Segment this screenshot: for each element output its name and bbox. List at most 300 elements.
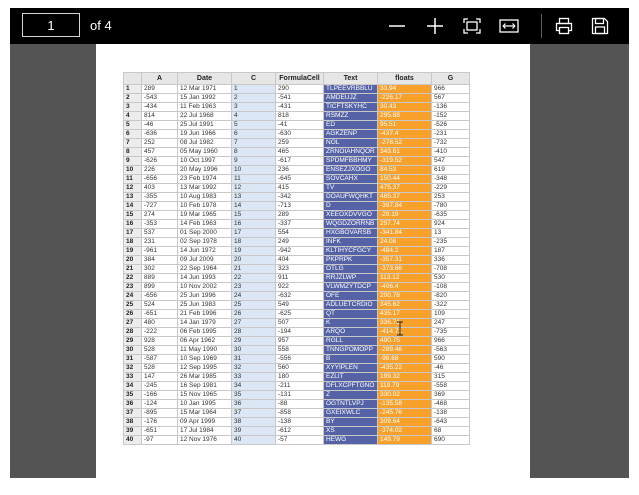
table-row	[124, 175, 470, 184]
table-cell: -434	[142, 103, 178, 112]
table-row	[124, 130, 470, 139]
table-cell: -630	[276, 130, 324, 139]
table-cell: 1	[232, 85, 276, 94]
table-cell: 200.78	[378, 292, 432, 301]
table-row	[124, 247, 470, 256]
table-cell: 149.79	[378, 436, 432, 445]
table-row	[124, 274, 470, 283]
table-cell: 554	[276, 229, 324, 238]
table-cell: 02 Sep 1978	[178, 238, 232, 247]
table-cell: TICFTSKYHC	[324, 103, 378, 112]
table-cell: 14 Feb 1963	[178, 220, 232, 229]
table-cell: -374.02	[378, 427, 432, 436]
table-cell: 11 May 1990	[178, 346, 232, 355]
table-cell: -211	[276, 382, 324, 391]
table-cell: -626	[142, 157, 178, 166]
table-cell: K	[324, 319, 378, 328]
row-header: 35	[124, 391, 142, 400]
row-header: 7	[124, 139, 142, 148]
table-cell: 558	[276, 346, 324, 355]
table-body	[124, 85, 470, 445]
row-header: 40	[124, 436, 142, 445]
table-cell: 25 Jun 1983	[178, 301, 232, 310]
table-cell: 818	[276, 112, 324, 121]
table-cell: 590	[432, 355, 470, 364]
table-cell: 14 Jun 1972	[178, 247, 232, 256]
table-cell: 289	[142, 85, 178, 94]
row-header: 24	[124, 292, 142, 301]
table-cell: 25 Jul 1991	[178, 121, 232, 130]
table-cell: ENSEZJXOGO	[324, 166, 378, 175]
table-cell: GXEIXWLC	[324, 409, 378, 418]
table-cell: 928	[142, 337, 178, 346]
table-cell: -135.58	[378, 400, 432, 409]
row-header: 15	[124, 211, 142, 220]
table-cell: -322	[432, 301, 470, 310]
table-cell: TV	[324, 184, 378, 193]
table-cell: 247	[432, 319, 470, 328]
table-cell: QT	[324, 310, 378, 319]
table-cell: -124	[142, 400, 178, 409]
table-cell: DOAUFWQHKT	[324, 193, 378, 202]
table-cell: -651	[142, 310, 178, 319]
table-cell: 25 Jun 1996	[178, 292, 232, 301]
table-cell: 528	[142, 364, 178, 373]
table-cell: 26	[232, 310, 276, 319]
fit-page-button[interactable]	[459, 14, 485, 38]
table-cell: 23 Feb 1974	[178, 175, 232, 184]
page-number-input[interactable]	[22, 13, 80, 37]
table-row	[124, 436, 470, 445]
row-header: 36	[124, 400, 142, 409]
table-row	[124, 283, 470, 292]
table-row	[124, 373, 470, 382]
table-cell: 30.43	[378, 103, 432, 112]
table-cell: -942	[276, 247, 324, 256]
table-cell: -337	[276, 220, 324, 229]
table-cell: 147	[142, 373, 178, 382]
row-header: 29	[124, 337, 142, 346]
table-cell: ADLUETCRDIO	[324, 301, 378, 310]
table-row	[124, 346, 470, 355]
row-header: 19	[124, 247, 142, 256]
table-cell: -176	[142, 418, 178, 427]
table-cell: 19 Jun 1966	[178, 130, 232, 139]
table-cell: -858	[276, 409, 324, 418]
table-cell: 889	[142, 274, 178, 283]
table-cell: 465.37	[378, 193, 432, 202]
row-header: 21	[124, 265, 142, 274]
table-cell: -131	[276, 391, 324, 400]
table-cell: 274	[142, 211, 178, 220]
spreadsheet-table	[123, 72, 470, 445]
table-cell: 10	[232, 166, 276, 175]
table-cell: 6	[232, 130, 276, 139]
table-cell: 330.02	[378, 391, 432, 400]
table-cell: ED	[324, 121, 378, 130]
column-header: C	[232, 73, 276, 85]
table-cell: ARQO	[324, 328, 378, 337]
table-cell: -437.4	[378, 130, 432, 139]
table-cell: 537	[142, 229, 178, 238]
zoom-out-icon	[388, 17, 406, 35]
table-row	[124, 382, 470, 391]
table-cell: 4	[232, 112, 276, 121]
table-row	[124, 301, 470, 310]
table-cell: 15 Jan 1992	[178, 94, 232, 103]
row-header: 25	[124, 301, 142, 310]
table-cell: -29.19	[378, 211, 432, 220]
table-cell: KLTIHYCFGCY	[324, 247, 378, 256]
row-header: 32	[124, 364, 142, 373]
save-icon	[591, 17, 609, 35]
table-cell: -319.52	[378, 157, 432, 166]
table-row	[124, 202, 470, 211]
table-row	[124, 193, 470, 202]
table-cell: -895	[142, 409, 178, 418]
table-cell: -57	[276, 436, 324, 445]
table-cell: 40	[232, 436, 276, 445]
table-row	[124, 94, 470, 103]
table-cell: 15 Nov 1965	[178, 391, 232, 400]
table-cell: 14	[232, 202, 276, 211]
table-cell: 10 Aug 1983	[178, 193, 232, 202]
table-cell: -708	[432, 265, 470, 274]
page-count-label: of 4	[90, 18, 112, 33]
table-cell: 403	[142, 184, 178, 193]
table-cell: 12 Sep 1995	[178, 364, 232, 373]
table-row	[124, 211, 470, 220]
corner-header	[124, 73, 142, 85]
table-row	[124, 220, 470, 229]
zoom-in-button[interactable]	[422, 14, 448, 38]
table-cell: 68	[432, 427, 470, 436]
table-cell: -229	[432, 184, 470, 193]
table-row	[124, 400, 470, 409]
table-cell: 966	[432, 85, 470, 94]
table-cell: 9	[232, 157, 276, 166]
table-cell: 384	[142, 256, 178, 265]
table-cell: -541	[276, 94, 324, 103]
table-row	[124, 121, 470, 130]
table-cell: 08 Jul 1982	[178, 139, 232, 148]
table-cell: 507	[276, 319, 324, 328]
table-row	[124, 409, 470, 418]
table-cell: XYYIPLEN	[324, 364, 378, 373]
table-cell: 22 Jul 1968	[178, 112, 232, 121]
row-header: 8	[124, 148, 142, 157]
column-header: G	[432, 73, 470, 85]
table-cell: 249	[276, 238, 324, 247]
table-row	[124, 337, 470, 346]
table-cell: Z	[324, 391, 378, 400]
table-cell: 297.74	[378, 220, 432, 229]
table-cell: -656	[142, 175, 178, 184]
table-row	[124, 319, 470, 328]
table-row	[124, 364, 470, 373]
table-cell: -625	[276, 310, 324, 319]
table-cell: 33.94	[378, 85, 432, 94]
table-cell: 8	[232, 148, 276, 157]
table-cell: -341.84	[378, 229, 432, 238]
table-cell: 06 Apr 1962	[178, 337, 232, 346]
table-cell: 226	[142, 166, 178, 175]
table-cell: -348	[432, 175, 470, 184]
table-cell: RSMZZ	[324, 112, 378, 121]
table-cell: 187	[432, 247, 470, 256]
table-cell: 06 Feb 1995	[178, 328, 232, 337]
table-cell: -612	[276, 427, 324, 436]
table-cell: -97	[142, 436, 178, 445]
row-header: 26	[124, 310, 142, 319]
table-cell: -632	[276, 292, 324, 301]
table-cell: 11	[232, 175, 276, 184]
row-header: 13	[124, 193, 142, 202]
table-cell: 95.51	[378, 121, 432, 130]
table-cell: 21	[232, 265, 276, 274]
table-cell: 12 Nov 1976	[178, 436, 232, 445]
row-header: 18	[124, 238, 142, 247]
table-cell: B	[324, 355, 378, 364]
table-cell: 524	[142, 301, 178, 310]
table-cell: -526	[432, 121, 470, 130]
table-cell: -431	[276, 103, 324, 112]
table-cell: 549	[276, 301, 324, 310]
table-cell: -414.71	[378, 328, 432, 337]
table-cell: 12	[232, 184, 276, 193]
table-cell: 480	[142, 319, 178, 328]
table-cell: 150.44	[378, 175, 432, 184]
table-row	[124, 103, 470, 112]
table-cell: 465	[276, 148, 324, 157]
row-header: 17	[124, 229, 142, 238]
table-cell: 289	[276, 211, 324, 220]
table-row	[124, 85, 470, 94]
table-cell: -245.76	[378, 409, 432, 418]
table-cell: 01 Sep 2000	[178, 229, 232, 238]
table-cell: -435.22	[378, 364, 432, 373]
table-cell: 567	[432, 94, 470, 103]
table-row	[124, 148, 470, 157]
table-cell: 11 Feb 1963	[178, 103, 232, 112]
table-cell: 252	[142, 139, 178, 148]
print-button[interactable]	[551, 14, 577, 38]
pdf-viewer-window	[10, 8, 629, 478]
table-cell: 336	[432, 256, 470, 265]
table-row	[124, 256, 470, 265]
table-cell: 911	[276, 274, 324, 283]
table-cell: -484.2	[378, 247, 432, 256]
toolbar-separator	[541, 14, 542, 38]
table-cell: -732	[432, 139, 470, 148]
table-cell: -231	[432, 130, 470, 139]
row-header: 2	[124, 94, 142, 103]
table-cell: PKPRPK	[324, 256, 378, 265]
table-cell: 27	[232, 319, 276, 328]
table-cell: 15	[232, 211, 276, 220]
table-cell: 34	[232, 382, 276, 391]
row-header: 6	[124, 130, 142, 139]
row-header: 31	[124, 355, 142, 364]
table-cell: -643	[432, 418, 470, 427]
table-cell: 35	[232, 391, 276, 400]
pdf-page	[96, 44, 530, 478]
row-header: 27	[124, 319, 142, 328]
table-cell: 33	[232, 373, 276, 382]
save-button[interactable]	[587, 14, 613, 38]
table-cell: AGKZENP	[324, 130, 378, 139]
table-cell: NOL	[324, 139, 378, 148]
table-cell: -98.68	[378, 355, 432, 364]
table-cell: RRJZLWP	[324, 274, 378, 283]
table-cell: 457	[142, 148, 178, 157]
table-cell: 19	[232, 247, 276, 256]
table-row	[124, 139, 470, 148]
document-viewport[interactable]	[10, 44, 629, 478]
table-row	[124, 157, 470, 166]
row-header: 14	[124, 202, 142, 211]
table-row	[124, 184, 470, 193]
table-cell: BY	[324, 418, 378, 427]
table-cell: -651	[142, 427, 178, 436]
table-cell: ZRNOIAHNQOR	[324, 148, 378, 157]
fit-width-icon	[499, 18, 519, 34]
table-cell: 15 Mar 1964	[178, 409, 232, 418]
table-cell: 12 Mar 1971	[178, 85, 232, 94]
table-cell: 309.64	[378, 418, 432, 427]
table-cell: 19 Mar 1965	[178, 211, 232, 220]
table-cell: HXGBOVARSB	[324, 229, 378, 238]
table-row	[124, 229, 470, 238]
table-cell: 530	[432, 274, 470, 283]
table-cell: HEWG	[324, 436, 378, 445]
table-cell: 109	[432, 310, 470, 319]
table-cell: -617	[276, 157, 324, 166]
table-cell: 3	[232, 103, 276, 112]
table-cell: -289.46	[378, 346, 432, 355]
table-cell: 20 May 1996	[178, 166, 232, 175]
table-cell: DFLXCPFTGNO	[324, 382, 378, 391]
table-cell: -406.4	[378, 283, 432, 292]
table-cell: 490.75	[378, 337, 432, 346]
table-cell: -46	[432, 364, 470, 373]
table-cell: 29	[232, 337, 276, 346]
table-cell: 30	[232, 346, 276, 355]
table-cell: 84.53	[378, 166, 432, 175]
table-cell: -636	[142, 130, 178, 139]
table-cell: 369	[432, 391, 470, 400]
table-row	[124, 427, 470, 436]
row-header: 39	[124, 427, 142, 436]
table-cell: -222	[142, 328, 178, 337]
column-header: floats	[378, 73, 432, 85]
column-header: FormulaCell	[276, 73, 324, 85]
table-cell: VLWMZYTDCP	[324, 283, 378, 292]
table-cell: 09 Apr 1999	[178, 418, 232, 427]
table-cell: 113.12	[378, 274, 432, 283]
table-cell: 10 Feb 1978	[178, 202, 232, 211]
row-header: 30	[124, 346, 142, 355]
table-cell: 5	[232, 121, 276, 130]
table-cell: 475.37	[378, 184, 432, 193]
table-cell: 323	[276, 265, 324, 274]
fit-width-button[interactable]	[496, 14, 522, 38]
table-cell: 17	[232, 229, 276, 238]
zoom-in-icon	[426, 17, 444, 35]
table-cell: 560	[276, 364, 324, 373]
table-cell: 336.71	[378, 319, 432, 328]
table-cell: 22 Sep 1964	[178, 265, 232, 274]
table-cell: 24.08	[378, 238, 432, 247]
table-cell: -373.66	[378, 265, 432, 274]
table-cell: SPDMFBBHMY	[324, 157, 378, 166]
table-cell: 7	[232, 139, 276, 148]
table-cell: 343.61	[378, 148, 432, 157]
table-cell: -820	[432, 292, 470, 301]
table-cell: 547	[432, 157, 470, 166]
table-cell: TNNGPOMOPP	[324, 346, 378, 355]
table-cell: 295.88	[378, 112, 432, 121]
table-cell: -543	[142, 94, 178, 103]
table-cell: -397.84	[378, 202, 432, 211]
table-cell: 13 Mar 1992	[178, 184, 232, 193]
table-cell: 899	[142, 283, 178, 292]
table-cell: 528	[142, 346, 178, 355]
table-row	[124, 310, 470, 319]
table-cell: 10 Sep 1969	[178, 355, 232, 364]
table-cell: AMDEUJZ	[324, 94, 378, 103]
table-cell: OGTNTLVPJ	[324, 400, 378, 409]
table-cell: -355	[142, 193, 178, 202]
table-row	[124, 238, 470, 247]
table-cell: -656	[142, 292, 178, 301]
row-header: 22	[124, 274, 142, 283]
table-cell: 259	[276, 139, 324, 148]
table-cell: 14 Jun 1993	[178, 274, 232, 283]
table-cell: 16	[232, 220, 276, 229]
table-cell: -357.31	[378, 256, 432, 265]
table-cell: 435.17	[378, 310, 432, 319]
table-cell: 290	[276, 85, 324, 94]
table-cell: 36	[232, 400, 276, 409]
row-header: 16	[124, 220, 142, 229]
table-cell: -226.17	[378, 94, 432, 103]
column-header-row	[124, 73, 470, 85]
table-cell: -727	[142, 202, 178, 211]
table-cell: 10 Oct 1997	[178, 157, 232, 166]
row-header: 3	[124, 103, 142, 112]
table-row	[124, 112, 470, 121]
table-cell: 231	[142, 238, 178, 247]
row-header: 38	[124, 418, 142, 427]
table-cell: 966	[432, 337, 470, 346]
table-cell: 415	[276, 184, 324, 193]
table-row	[124, 418, 470, 427]
table-cell: 39	[232, 427, 276, 436]
table-cell: -46	[142, 121, 178, 130]
table-cell: 199.32	[378, 373, 432, 382]
table-cell: 22	[232, 274, 276, 283]
table-cell: 05 May 1960	[178, 148, 232, 157]
table-cell: -635	[432, 211, 470, 220]
table-cell: -961	[142, 247, 178, 256]
table-cell: 16 Sep 1981	[178, 382, 232, 391]
table-row	[124, 391, 470, 400]
zoom-out-button[interactable]	[384, 14, 410, 38]
table-cell: -645	[276, 175, 324, 184]
table-cell: XS	[324, 427, 378, 436]
table-cell: 37	[232, 409, 276, 418]
